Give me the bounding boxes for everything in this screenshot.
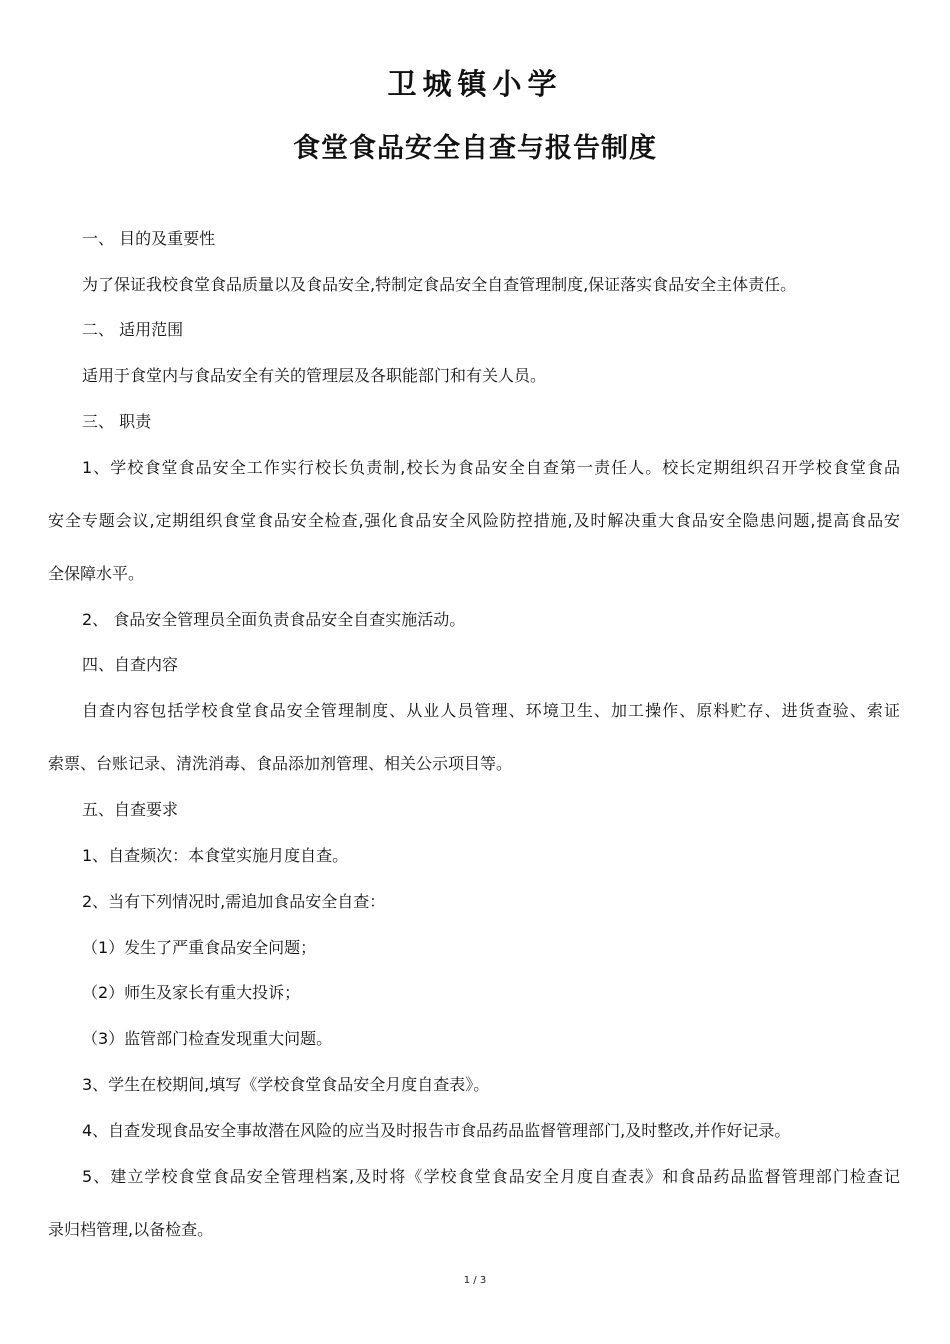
section-5-heading: 五、自查要求 <box>82 800 179 819</box>
section-3-para-1-line-3: 全保障水平。 <box>48 564 145 583</box>
section-1-text: 为了保证我校食堂食品质量以及食品安全,特制定食品安全自查管理制度,保证落实食品安全主体责任。 <box>82 275 797 294</box>
section-5-item-5-line-1: 5、建立学校食堂食品安全管理档案,及时将《学校食堂食品安全月度自查表》和食品药品监督管理部门检查记 <box>82 1167 900 1186</box>
section-2-text: 适用于食堂内与食品安全有关的管理层及各职能部门和有关人员。 <box>82 366 547 385</box>
section-5-item-4: 4、自查发现食品安全事故潜在风险的应当及时报告市食品药品监督管理部门,及时整改,并作好记录。 <box>82 1121 791 1140</box>
section-4-line-1: 自查内容包括学校食堂食品安全管理制度、从业人员管理、环境卫生、加工操作、原料贮存、进货查验、索证 <box>82 701 900 720</box>
page-number: 1 / 3 <box>463 1275 487 1286</box>
section-5-sub-1: （1）发生了严重食品安全问题； <box>82 938 317 957</box>
section-3-para-1-line-1: 1、学校食堂食品安全工作实行校长负责制,校长为食品安全自查第一责任人。校长定期组织召开学校食堂食品 <box>82 458 900 477</box>
section-3-para-1-line-2: 安全专题会议,定期组织食堂食品安全检查,强化食品安全风险防控措施,及时解决重大食品安全隐患问题,提高食品安 <box>48 511 900 530</box>
section-5-item-5-line-2: 录归档管理,以备检查。 <box>48 1220 214 1239</box>
school-name: 卫城镇小学 <box>387 67 563 101</box>
section-4-heading: 四、自查内容 <box>82 655 179 674</box>
section-5-item-1: 1、自查频次：本食堂实施月度自查。 <box>82 846 349 865</box>
section-5-item-2: 2、当有下列情况时,需追加食品安全自查： <box>82 892 386 911</box>
document-title: 食堂食品安全自查与报告制度 <box>293 133 657 164</box>
section-2-heading: 二、 适用范围 <box>82 320 184 339</box>
section-4-line-2: 索票、台账记录、清洗消毒、食品添加剂管理、相关公示项目等。 <box>48 754 513 773</box>
section-5-sub-2: （2）师生及家长有重大投诉； <box>82 983 301 1002</box>
section-5-sub-3: （3）监管部门检查发现重大问题。 <box>82 1029 333 1048</box>
section-3-para-2: 2、 食品安全管理员全面负责食品安全自查实施活动。 <box>82 610 466 629</box>
section-5-item-3: 3、学生在校期间,填写《学校食堂食品安全月度自查表》。 <box>82 1075 490 1094</box>
section-1-heading: 一、 目的及重要性 <box>82 229 216 248</box>
section-3-heading: 三、 职责 <box>82 412 152 431</box>
